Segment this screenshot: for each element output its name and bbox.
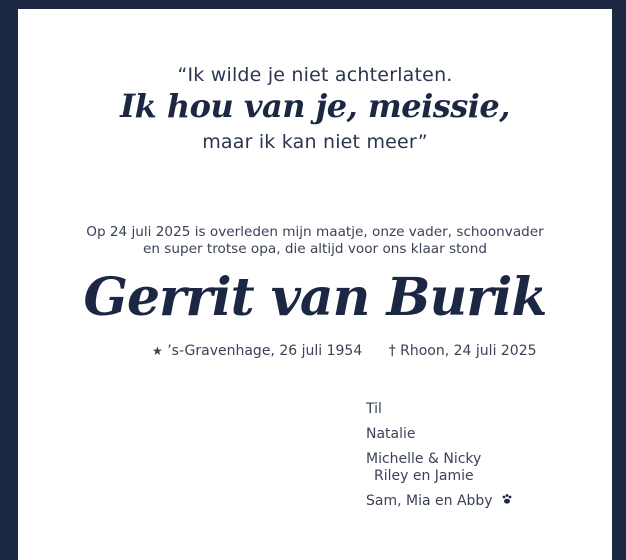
family-line: Michelle & Nicky — [366, 451, 482, 467]
family-line: Natalie — [366, 426, 416, 442]
paw-print-icon — [501, 493, 513, 510]
quote-line-2: Ik hou van je, meissie, — [120, 87, 510, 125]
death-info — [389, 343, 537, 359]
family-line: Riley en Jamie — [374, 468, 474, 484]
quote-line-3: maar ik kan niet meer” — [202, 131, 428, 153]
family-signatures — [366, 401, 513, 518]
cross-icon: † — [388, 343, 396, 359]
star-icon: ★ — [152, 344, 163, 358]
birth-text: ’s-Gravenhage, 26 juli 1954 — [167, 343, 363, 359]
announcement-line-1: Op 24 juli 2025 is overleden mijn maatje, onze vader, schoonvader — [86, 224, 544, 240]
deceased-name: Gerrit van Burik — [83, 267, 547, 328]
family-line: Sam, Mia en Abby — [366, 493, 493, 509]
family-line-with-pet — [366, 493, 513, 518]
memorial-card — [18, 9, 612, 560]
death-text: Rhoon, 24 juli 2025 — [400, 343, 537, 359]
family-line: Til — [366, 401, 382, 417]
life-dates — [152, 343, 537, 359]
announcement-line-2: en super trotse opa, die altijd voor ons klaar stond — [143, 241, 487, 257]
quote-line-1: “Ik wilde je niet achterlaten. — [177, 64, 453, 86]
birth-info — [152, 343, 362, 359]
announcement-text — [18, 224, 612, 258]
